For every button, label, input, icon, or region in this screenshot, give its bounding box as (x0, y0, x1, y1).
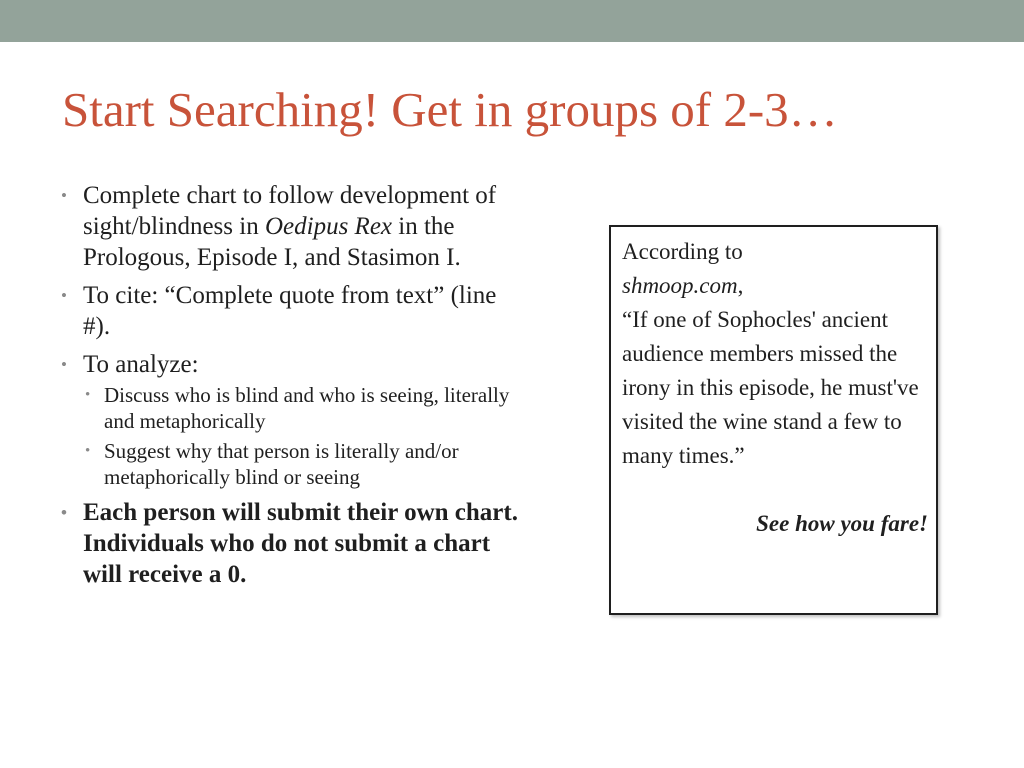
sub-bullet-discuss: • Discuss who is blind and who is seeing, literally and metaphorically (83, 382, 520, 434)
quote-intro: According to (622, 239, 743, 264)
quote-source: shmoop.com (622, 273, 738, 298)
quote-text: “If one of Sophocles' ancient audience members missed the irony in this episode, he must've visited the wine stand a few to many times.” (622, 307, 919, 468)
quote-comma: , (737, 273, 744, 298)
bullet-chart-text-after: in the Prologous, Episode I, and Stasimon I. (83, 213, 461, 271)
quote-signoff: See how you fare! (756, 511, 928, 536)
bullet-chart-text-before: Complete chart to follow development of sight/blindness in (83, 182, 497, 240)
slide-title: Start Searching! Get in groups of 2-3… (62, 82, 838, 137)
bullet-content (60, 180, 520, 597)
play-title: Oedipus Rex (264, 213, 393, 240)
bullet-cite-instructions: • To cite: “Complete quote from text” (line #). (60, 280, 520, 342)
sub-bullet-suggest: • Suggest why that person is literally and/or metaphorically blind or seeing (83, 438, 520, 490)
bullet-analyze-label: To analyze: (83, 351, 199, 378)
quote-attribution (622, 235, 928, 303)
analyze-sublist (83, 382, 520, 490)
quote-signoff-line (622, 507, 928, 541)
bullet-chart-instructions (60, 180, 520, 273)
bullet-submission-warning: • Each person will submit their own chart. Individuals who do not submit a chart will receive a 0. (60, 497, 520, 590)
quote-box (609, 225, 938, 615)
bullet-list (60, 180, 520, 590)
top-band (0, 0, 1024, 42)
bullet-analyze (60, 349, 520, 490)
